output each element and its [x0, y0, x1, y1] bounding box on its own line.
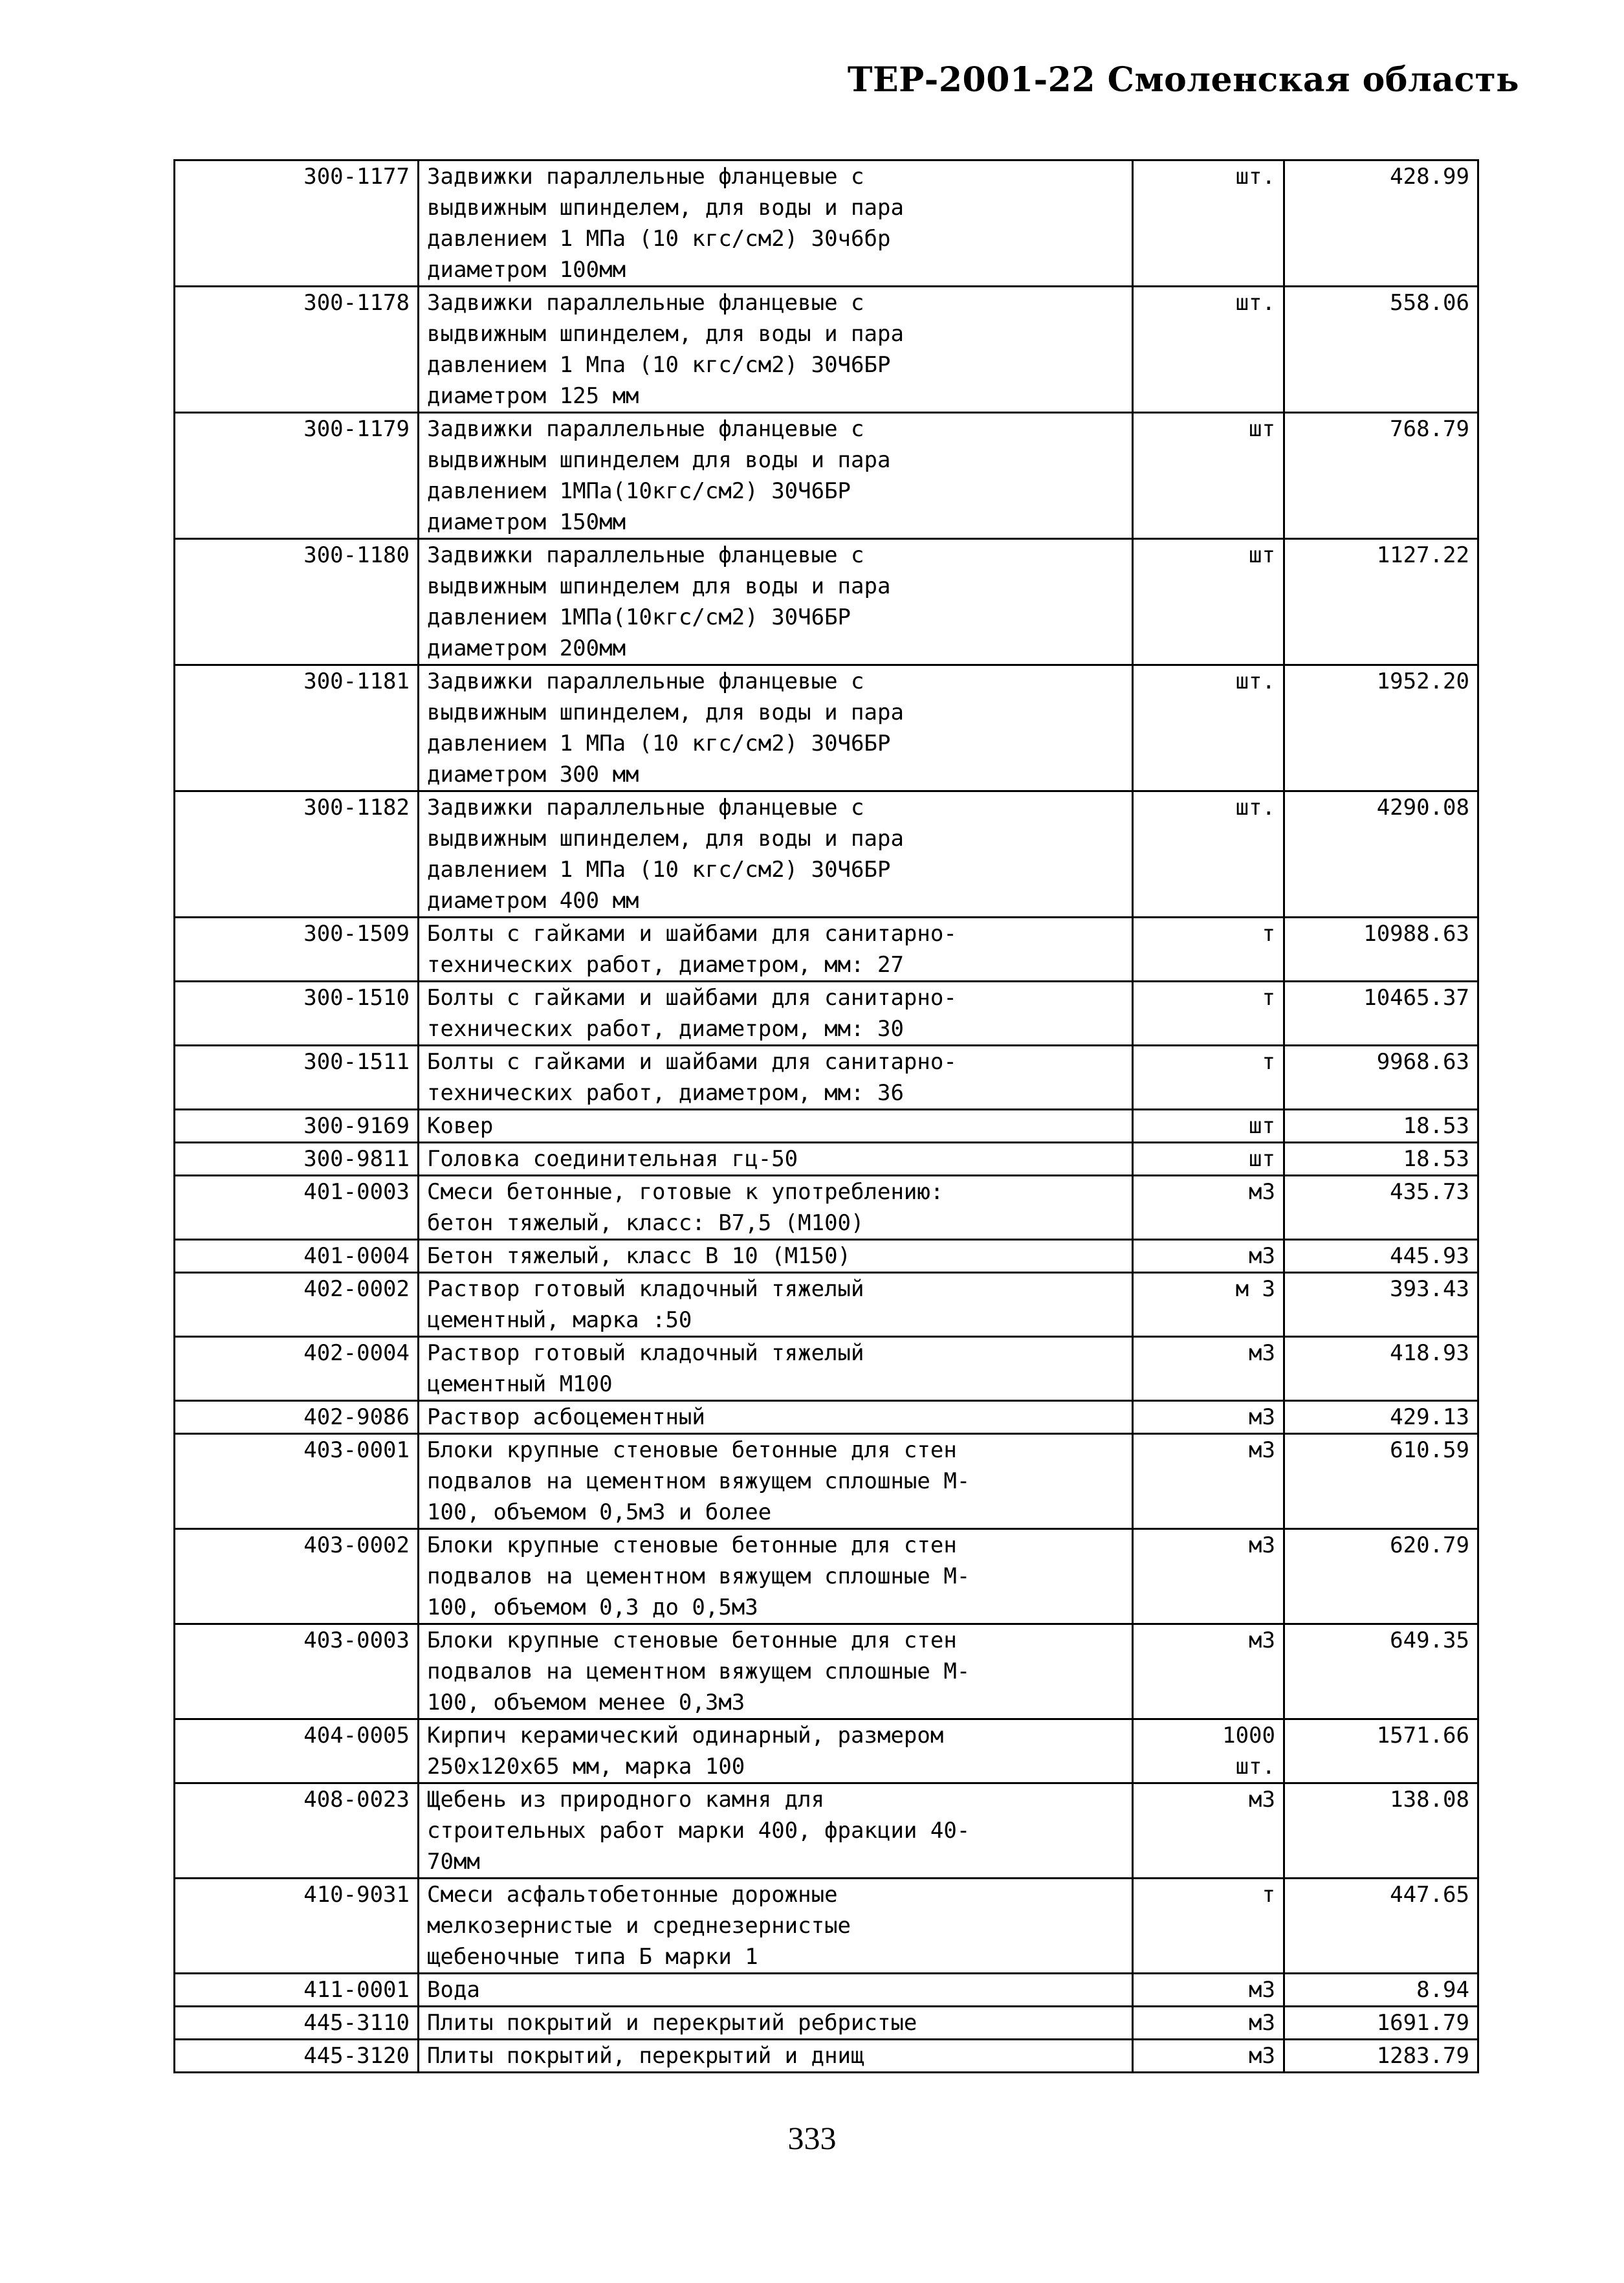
- cell-name: Кирпич керамический одинарный, размером 250х120х65 мм, марка 100: [419, 1719, 1133, 1783]
- cell-code: 402-9086: [175, 1401, 419, 1434]
- cell-unit: м3: [1133, 2040, 1284, 2073]
- cell-name: Блоки крупные стеновые бетонные для стен подвалов на цементном вяжущем сплошные М- 100, объемом менее 0,3м3: [419, 1624, 1133, 1719]
- cell-name: Плиты покрытий и перекрытий ребристые: [419, 2007, 1133, 2040]
- cell-price: 138.08: [1284, 1783, 1478, 1879]
- cell-code: 410-9031: [175, 1879, 419, 1974]
- page-number: 333: [787, 2120, 837, 2156]
- cell-code: 402-0002: [175, 1273, 419, 1337]
- table-row: [175, 1719, 1478, 1783]
- cell-price: 447.65: [1284, 1879, 1478, 1974]
- cell-code: 300-1180: [175, 539, 419, 665]
- cell-price: 445.93: [1284, 1240, 1478, 1273]
- cell-name: Задвижки параллельные фланцевые с выдвижным шпинделем, для воды и пара давлением 1 МПа (10 кгс/см2) 30ч6бр диаметром 100мм: [419, 160, 1133, 287]
- cell-price: 1952.20: [1284, 665, 1478, 791]
- cell-unit: м3: [1133, 1974, 1284, 2007]
- table-row: [175, 1879, 1478, 1974]
- price-table-body: [175, 160, 1478, 2073]
- cell-unit: шт: [1133, 539, 1284, 665]
- table-row: [175, 791, 1478, 918]
- table-row: [175, 1176, 1478, 1240]
- cell-code: 300-1510: [175, 982, 419, 1046]
- cell-price: 610.59: [1284, 1434, 1478, 1529]
- table-row: [175, 1434, 1478, 1529]
- price-table: [173, 159, 1479, 2073]
- page-header-title: ТЕР-2001-22 Смоленская область: [847, 60, 1519, 100]
- cell-code: 403-0001: [175, 1434, 419, 1529]
- cell-unit: шт.: [1133, 287, 1284, 413]
- cell-price: 435.73: [1284, 1176, 1478, 1240]
- cell-price: 1691.79: [1284, 2007, 1478, 2040]
- table-row: [175, 2040, 1478, 2073]
- cell-unit: м3: [1133, 1529, 1284, 1624]
- cell-price: 9968.63: [1284, 1046, 1478, 1110]
- cell-unit: шт: [1133, 1143, 1284, 1176]
- cell-code: 411-0001: [175, 1974, 419, 2007]
- cell-code: 300-1178: [175, 287, 419, 413]
- cell-name: Задвижки параллельные фланцевые с выдвижным шпинделем для воды и пара давлением 1МПа(10кгс/см2) 30Ч6БР диаметром 150мм: [419, 413, 1133, 539]
- cell-code: 300-1509: [175, 918, 419, 982]
- cell-name: Болты с гайками и шайбами для санитарно- технических работ, диаметром, мм: 27: [419, 918, 1133, 982]
- cell-name: Головка соединительная гц-50: [419, 1143, 1133, 1176]
- cell-price: 1127.22: [1284, 539, 1478, 665]
- cell-code: 401-0004: [175, 1240, 419, 1273]
- cell-name: Болты с гайками и шайбами для санитарно- технических работ, диаметром, мм: 30: [419, 982, 1133, 1046]
- cell-code: 403-0003: [175, 1624, 419, 1719]
- price-table-container: [173, 159, 1477, 2073]
- cell-price: 418.93: [1284, 1337, 1478, 1401]
- table-row: [175, 1046, 1478, 1110]
- cell-price: 768.79: [1284, 413, 1478, 539]
- cell-unit: м3: [1133, 1783, 1284, 1879]
- cell-unit: т: [1133, 1879, 1284, 1974]
- table-row: [175, 413, 1478, 539]
- cell-unit: т: [1133, 982, 1284, 1046]
- cell-code: 300-1182: [175, 791, 419, 918]
- cell-code: 445-3110: [175, 2007, 419, 2040]
- cell-name: Смеси бетонные, готовые к употреблению: бетон тяжелый, класс: В7,5 (М100): [419, 1176, 1133, 1240]
- table-row: [175, 1529, 1478, 1624]
- cell-code: 402-0004: [175, 1337, 419, 1401]
- table-row: [175, 1974, 1478, 2007]
- cell-price: 1571.66: [1284, 1719, 1478, 1783]
- cell-unit: м3: [1133, 1337, 1284, 1401]
- cell-price: 10465.37: [1284, 982, 1478, 1046]
- table-row: [175, 539, 1478, 665]
- cell-price: 558.06: [1284, 287, 1478, 413]
- cell-name: Задвижки параллельные фланцевые с выдвижным шпинделем, для воды и пара давлением 1 Мпа (10 кгс/см2) 30Ч6БР диаметром 125 мм: [419, 287, 1133, 413]
- table-row: [175, 1240, 1478, 1273]
- table-row: [175, 665, 1478, 791]
- cell-name: Блоки крупные стеновые бетонные для стен подвалов на цементном вяжущем сплошные М- 100, объемом 0,5м3 и более: [419, 1434, 1133, 1529]
- cell-name: Задвижки параллельные фланцевые с выдвижным шпинделем для воды и пара давлением 1МПа(10кгс/см2) 30Ч6БР диаметром 200мм: [419, 539, 1133, 665]
- cell-name: Ковер: [419, 1110, 1133, 1143]
- table-row: [175, 1624, 1478, 1719]
- cell-unit: шт: [1133, 413, 1284, 539]
- cell-code: 403-0002: [175, 1529, 419, 1624]
- cell-price: 18.53: [1284, 1110, 1478, 1143]
- cell-price: 8.94: [1284, 1974, 1478, 2007]
- cell-unit: м3: [1133, 2007, 1284, 2040]
- cell-unit: м3: [1133, 1624, 1284, 1719]
- table-row: [175, 1143, 1478, 1176]
- cell-unit: м3: [1133, 1434, 1284, 1529]
- table-row: [175, 1783, 1478, 1879]
- cell-name: Щебень из природного камня для строительных работ марки 400, фракции 40- 70мм: [419, 1783, 1133, 1879]
- cell-name: Задвижки параллельные фланцевые с выдвижным шпинделем, для воды и пара давлением 1 МПа (10 кгс/см2) 30Ч6БР диаметром 300 мм: [419, 665, 1133, 791]
- table-row: [175, 1337, 1478, 1401]
- cell-name: Раствор готовый кладочный тяжелый цементный М100: [419, 1337, 1133, 1401]
- cell-price: 393.43: [1284, 1273, 1478, 1337]
- cell-code: 300-1179: [175, 413, 419, 539]
- cell-code: 401-0003: [175, 1176, 419, 1240]
- cell-name: Болты с гайками и шайбами для санитарно- технических работ, диаметром, мм: 36: [419, 1046, 1133, 1110]
- cell-price: 18.53: [1284, 1143, 1478, 1176]
- cell-price: 428.99: [1284, 160, 1478, 287]
- cell-price: 429.13: [1284, 1401, 1478, 1434]
- cell-code: 300-9169: [175, 1110, 419, 1143]
- table-row: [175, 287, 1478, 413]
- cell-code: 300-1177: [175, 160, 419, 287]
- table-row: [175, 160, 1478, 287]
- cell-unit: шт.: [1133, 160, 1284, 287]
- table-row: [175, 1273, 1478, 1337]
- cell-unit: м 3: [1133, 1273, 1284, 1337]
- cell-unit: т: [1133, 1046, 1284, 1110]
- cell-unit: м3: [1133, 1401, 1284, 1434]
- cell-unit: м3: [1133, 1240, 1284, 1273]
- cell-unit: т: [1133, 918, 1284, 982]
- cell-code: 300-1181: [175, 665, 419, 791]
- cell-code: 408-0023: [175, 1783, 419, 1879]
- cell-price: 1283.79: [1284, 2040, 1478, 2073]
- cell-name: Вода: [419, 1974, 1133, 2007]
- cell-name: Смеси асфальтобетонные дорожные мелкозернистые и среднезернистые щебеночные типа Б марки 1: [419, 1879, 1133, 1974]
- cell-unit: шт: [1133, 1110, 1284, 1143]
- cell-name: Блоки крупные стеновые бетонные для стен подвалов на цементном вяжущем сплошные М- 100, объемом 0,3 до 0,5м3: [419, 1529, 1133, 1624]
- cell-name: Бетон тяжелый, класс В 10 (М150): [419, 1240, 1133, 1273]
- cell-unit: 1000 шт.: [1133, 1719, 1284, 1783]
- cell-code: 445-3120: [175, 2040, 419, 2073]
- cell-name: Раствор асбоцементный: [419, 1401, 1133, 1434]
- table-row: [175, 918, 1478, 982]
- cell-name: Плиты покрытий, перекрытий и днищ: [419, 2040, 1133, 2073]
- cell-unit: шт.: [1133, 791, 1284, 918]
- table-row: [175, 2007, 1478, 2040]
- cell-name: Задвижки параллельные фланцевые с выдвижным шпинделем, для воды и пара давлением 1 МПа (10 кгс/см2) 30Ч6БР диаметром 400 мм: [419, 791, 1133, 918]
- cell-code: 404-0005: [175, 1719, 419, 1783]
- table-row: [175, 1401, 1478, 1434]
- cell-unit: шт.: [1133, 665, 1284, 791]
- cell-price: 649.35: [1284, 1624, 1478, 1719]
- cell-price: 10988.63: [1284, 918, 1478, 982]
- table-row: [175, 1110, 1478, 1143]
- cell-unit: м3: [1133, 1176, 1284, 1240]
- cell-code: 300-1511: [175, 1046, 419, 1110]
- table-row: [175, 982, 1478, 1046]
- cell-price: 620.79: [1284, 1529, 1478, 1624]
- cell-name: Раствор готовый кладочный тяжелый цементный, марка :50: [419, 1273, 1133, 1337]
- cell-price: 4290.08: [1284, 791, 1478, 918]
- cell-code: 300-9811: [175, 1143, 419, 1176]
